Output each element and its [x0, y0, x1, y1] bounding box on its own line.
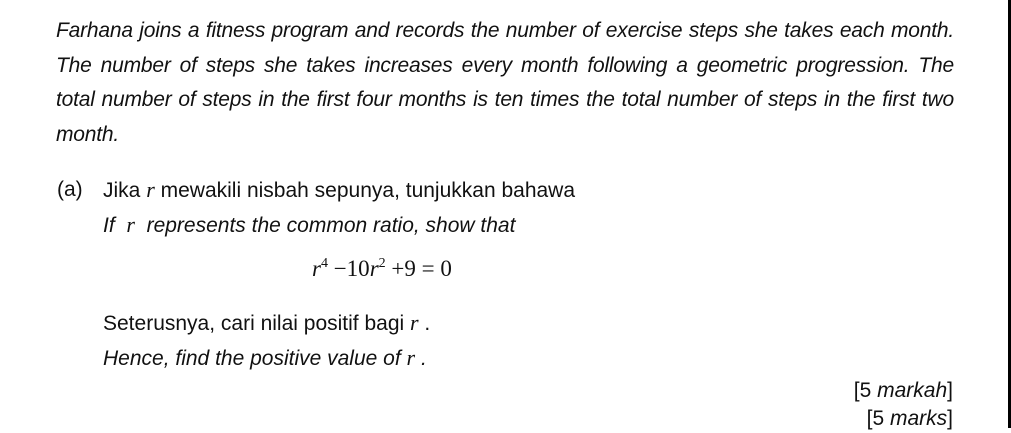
english-instruction-end: represents the common ratio, show that [146, 214, 516, 237]
equation-var-r: r [369, 256, 379, 281]
marks-english [867, 405, 953, 433]
equation-exponent-4: 4 [320, 256, 328, 271]
malay-instruction-end: mewakili nisbah sepunya, tunjukkan bahawa [160, 179, 576, 202]
variable-r: r [410, 310, 419, 335]
english-hence-period: . [420, 347, 427, 370]
malay-hence-period: . [424, 312, 431, 335]
variable-r: r [146, 177, 155, 202]
marks-malay-word: markah [877, 379, 948, 402]
marks-malay-suffix: ] [947, 379, 953, 402]
part-a-english-hence [103, 344, 427, 373]
variable-r: r [126, 212, 135, 237]
marks-english-prefix: [5 [866, 407, 890, 430]
marks-malay [854, 377, 953, 405]
malay-hence-start: Seterusnya, cari nilai positif bagi [103, 312, 405, 335]
malay-instruction-start: Jika [103, 179, 141, 202]
english-hence-start: Hence, find the positive value of [103, 347, 401, 370]
equation-var-r: r [312, 256, 321, 281]
equation-exponent-2: 2 [378, 256, 386, 271]
part-a-malay-hence [103, 309, 430, 338]
part-a-label: (a) [57, 178, 83, 201]
question-intro: Farhana joins a fitness program and records the number of exercise steps she takes each month. The number of steps she takes increases every month following a geometric progression. The total number of steps in the first four months is ten times the total number of steps in the first two month. [56, 19, 954, 146]
equation-plus-nine-equals-zero: +9 = 0 [391, 256, 452, 281]
part-a-english-instruction [103, 211, 515, 240]
marks-malay-prefix: [5 [853, 379, 878, 402]
marks-english-suffix: ] [947, 407, 953, 430]
equation-minus-ten: −10 [333, 256, 370, 281]
english-instruction-start: If [103, 214, 115, 237]
part-a-malay-instruction [103, 176, 575, 205]
variable-r: r [406, 345, 416, 370]
marks-english-word: marks [889, 407, 948, 430]
equation [312, 254, 452, 284]
